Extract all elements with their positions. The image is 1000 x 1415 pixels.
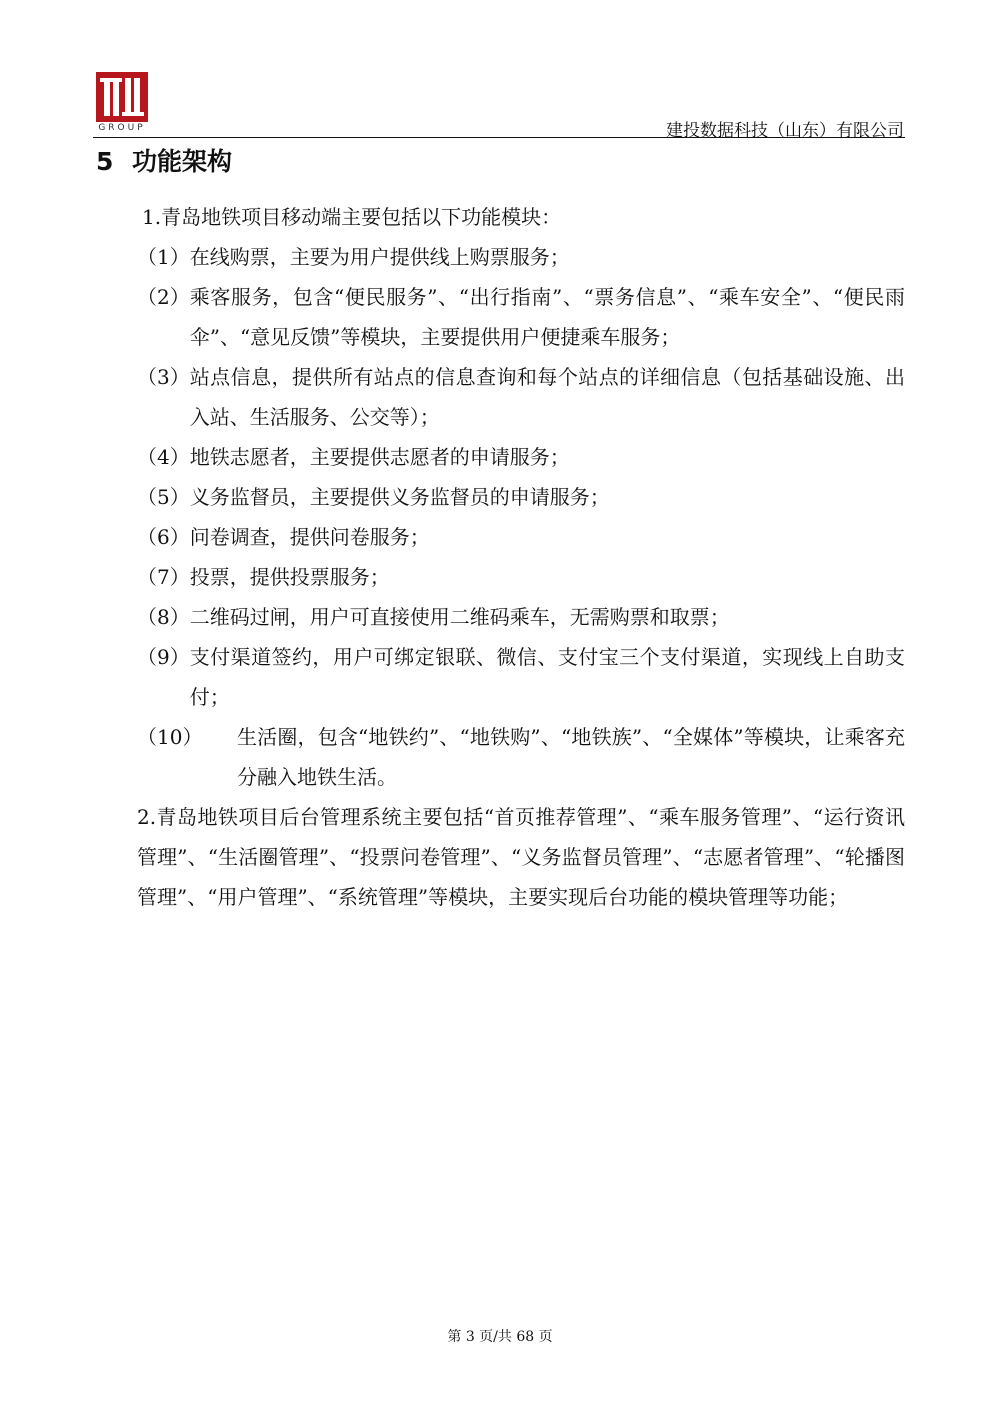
list-item-text: 义务监督员，主要提供义务监督员的申请服务； <box>189 485 610 509</box>
list-item <box>137 277 905 357</box>
list-item-label: （7） <box>137 565 190 589</box>
list-item-text: 站点信息，提供所有站点的信息查询和每个站点的详细信息（包括基础设施、出入站、生活服务、公交等）； <box>189 365 905 429</box>
list-item <box>137 477 905 517</box>
logo-group-text: GROUP <box>98 123 146 133</box>
logo-mark-icon <box>96 72 148 122</box>
feature-list <box>137 237 905 797</box>
list-item-text: 地铁志愿者，主要提供志愿者的申请服务； <box>189 445 570 469</box>
list-item <box>137 437 905 477</box>
intro-paragraph: 1.青岛地铁项目移动端主要包括以下功能模块： <box>142 205 562 229</box>
list-item-text: 在线购票，主要为用户提供线上购票服务； <box>189 245 570 269</box>
list-item-text: 乘客服务，包含“便民服务”、“出行指南”、“票务信息”、“乘车安全”、“便民雨伞”、“意见反馈”等模块，主要提供用户便捷乘车服务； <box>189 285 905 349</box>
document-body <box>137 197 905 917</box>
list-item-label: （10） <box>137 725 203 749</box>
page-number: 第 3 页/共 68 页 <box>447 1329 553 1345</box>
list-item <box>137 597 905 637</box>
section-number: 5 <box>96 147 114 176</box>
section-heading <box>96 142 232 178</box>
backend-paragraph: 2.青岛地铁项目后台管理系统主要包括“首页推荐管理”、“乘车服务管理”、“运行资讯管理”、“生活圈管理”、“投票问卷管理”、“义务监督员管理”、“志愿者管理”、“轮播图管理”、“用户管理”、“系统管理”等模块，主要实现后台功能的模块管理等功能； <box>137 805 905 909</box>
list-item-label: （9） <box>137 645 190 669</box>
list-item-label: （8） <box>137 605 190 629</box>
list-item-text: 生活圈，包含“地铁约”、“地铁购”、“地铁族”、“全媒体”等模块，让乘客充分融入地铁生活。 <box>237 725 905 789</box>
list-item-text: 投票，提供投票服务； <box>189 565 390 589</box>
company-name: 建投数据科技（山东）有限公司 <box>666 121 904 141</box>
list-item <box>137 637 905 717</box>
list-item-label: （6） <box>137 525 190 549</box>
section-title: 功能架构 <box>132 147 233 176</box>
list-item-text: 二维码过闸，用户可直接使用二维码乘车，无需购票和取票； <box>189 605 730 629</box>
list-item-label: （4） <box>137 445 190 469</box>
list-item <box>137 517 905 557</box>
list-item-label: （5） <box>137 485 190 509</box>
list-item <box>137 357 905 437</box>
list-item-label: （1） <box>137 245 190 269</box>
header-divider <box>93 137 905 138</box>
list-item-text: 支付渠道签约，用户可绑定银联、微信、支付宝三个支付渠道，实现线上自助支付； <box>189 645 905 709</box>
list-item <box>137 717 905 797</box>
company-logo <box>93 72 151 134</box>
list-item <box>137 557 905 597</box>
list-item-label: （3） <box>137 365 190 389</box>
list-item-text: 问卷调查，提供问卷服务； <box>189 525 430 549</box>
list-item-label: （2） <box>137 285 190 309</box>
list-item <box>137 237 905 277</box>
